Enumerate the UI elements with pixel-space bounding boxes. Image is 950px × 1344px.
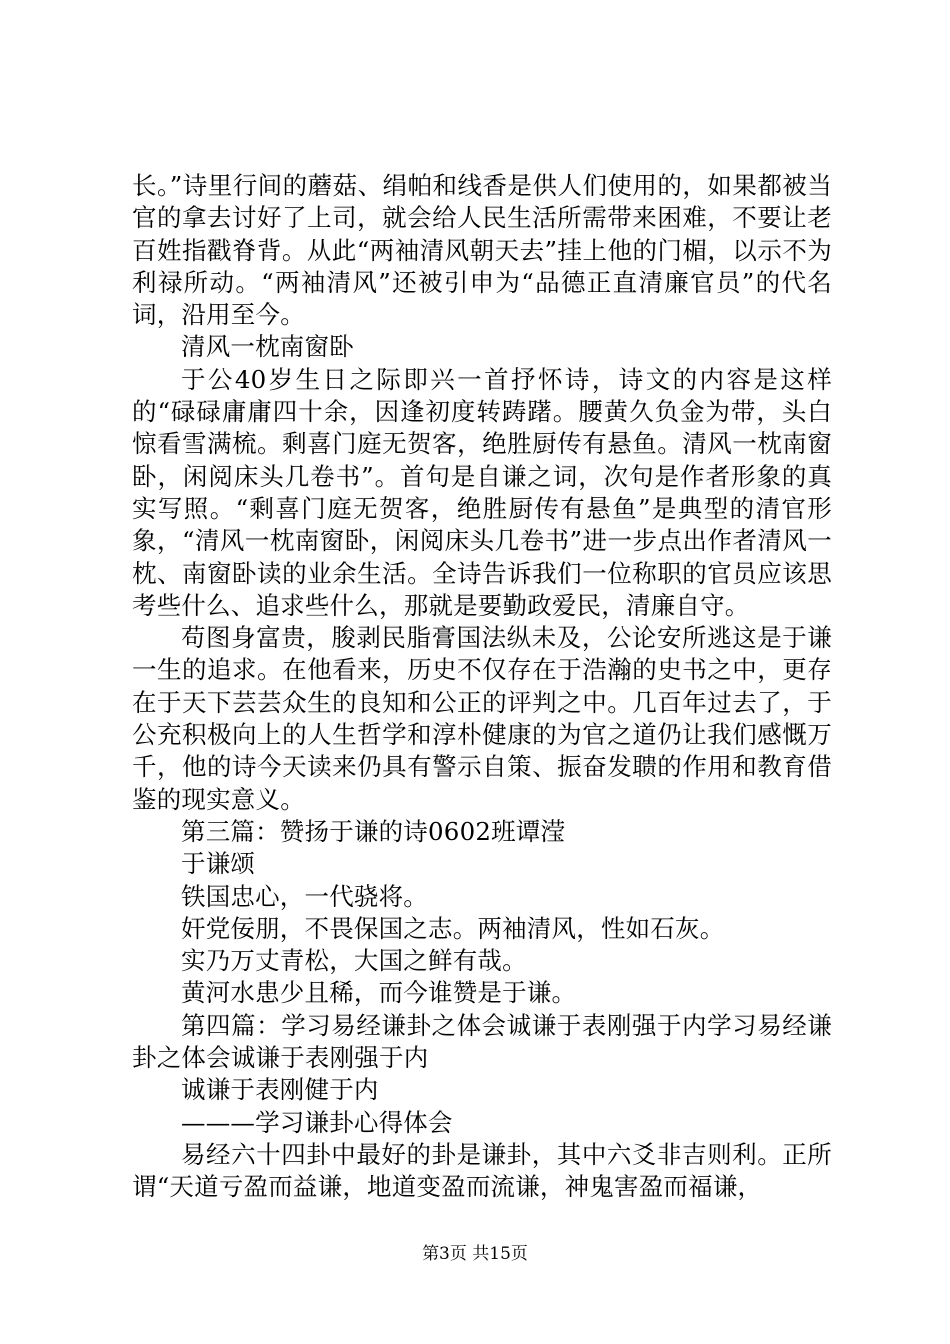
section-heading: 第三篇：赞扬于谦的诗0602班谭滢: [181, 816, 566, 846]
body-paragraph: 于公40岁生日之际即兴一首抒怀诗，诗文的内容是这样的“碌碌庸庸四十余，因逢初度转踌躇。腰黄久负金为带，头白惊看雪满梳。剩喜门庭无贺客，绝胜厨传有悬鱼。清风一枕南窗卧，闲阅床头几卷书”。首句是自谦之词，次句是作者形象的真实写照。“剩喜门庭无贺客，绝胜厨传有悬鱼”是典型的清官形象，“清风一枕南窗卧，闲阅床头几卷书”进一步点出作者清风一枕、南窗卧读的业余生活。全诗告诉我们一位称职的官员应该思考些什么、追求些什么，那就是要勤政爱民，清廉自守。: [132, 364, 832, 620]
body-paragraph: 易经六十四卦中最好的卦是谦卦，其中六爻非吉则利。正所谓“天道亏盈而益谦，地道变盈而流谦，神鬼害盈而福谦，: [132, 1139, 832, 1202]
section-heading: 清风一枕南窗卧: [181, 332, 354, 362]
section-heading: 第四篇：学习易经谦卦之体会诚谦于表刚强于内学习易经谦卦之体会诚谦于表刚强于内: [132, 1010, 832, 1073]
poem-line: 铁国忠心，一代骁将。: [181, 881, 428, 911]
poem-line: 奸党佞朋，不畏保国之志。两袖清风，性如石灰。: [181, 913, 725, 943]
body-paragraph: 长。”诗里行间的蘑菇、绢帕和线香是供人们使用的，如果都被当官的拿去讨好了上司，就会给人民生活所需带来困难，不要让老百姓指戳脊背。从此“两袖清风朝天去”挂上他的门楣，以示不为利禄所动。“两袖清风”还被引申为“品德正直清廉官员”的代名词，沿用至今。: [132, 171, 832, 330]
poem-title: 于谦颂: [181, 849, 256, 879]
document-body: [132, 170, 832, 1204]
poem-line: 实乃万丈青松，大国之鲜有哉。: [181, 946, 527, 976]
page-number-footer: 第3页 共15页: [422, 1244, 528, 1264]
essay-subtitle: ———学习谦卦心得体会: [181, 1107, 453, 1137]
poem-line: 黄河水患少且稀，而今谁赞是于谦。: [181, 978, 577, 1008]
body-paragraph: 苟图身富贵，朘剥民脂膏国法纵未及，公论安所逃这是于谦一生的追求。在他看来，历史不仅存在于浩瀚的史书之中，更存在于天下芸芸众生的良知和公正的评判之中。几百年过去了，于公充积极向上的人生哲学和淳朴健康的为官之道仍让我们感慨万千，他的诗今天读来仍具有警示自策、振奋发聩的作用和教育借鉴的现实意义。: [132, 623, 832, 814]
essay-title: 诚谦于表刚健于内: [181, 1075, 379, 1105]
